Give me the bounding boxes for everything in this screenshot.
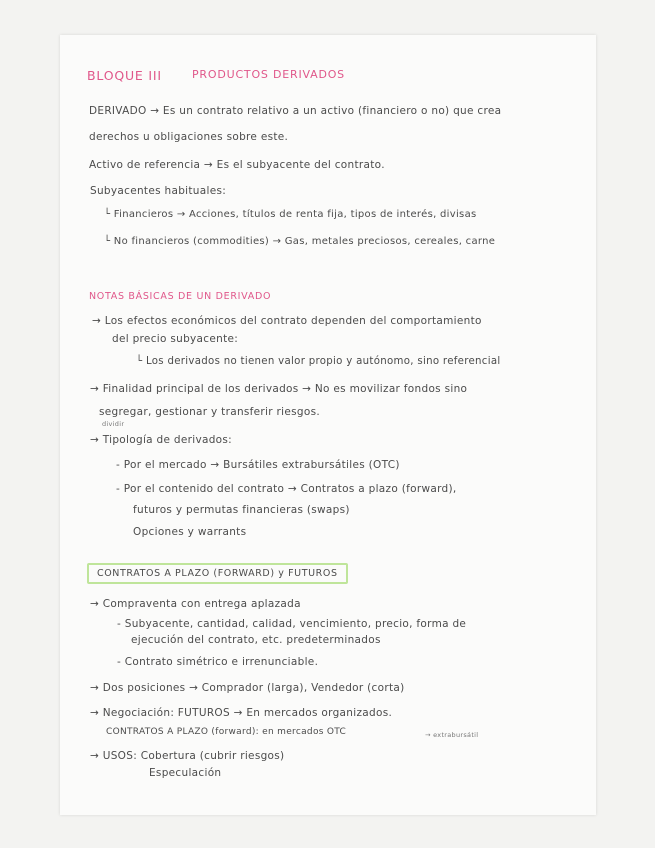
forwards-line-5: → Dos posiciones → Comprador (larga), Vendedor (corta) — [90, 682, 405, 694]
notes-line-7: - Por el mercado → Bursátiles extrabursátiles (OTC) — [116, 459, 400, 471]
reference-asset-line: Activo de referencia → Es el subyacente del contrato. — [89, 159, 385, 171]
block-title: PRODUCTOS DERIVADOS — [192, 68, 345, 81]
notes-line-8: - Por el contenido del contrato → Contratos a plazo (forward), — [116, 483, 457, 495]
notes-line-1: → Los efectos económicos del contrato dependen del comportamiento — [92, 315, 482, 327]
definition-line-1: DERIVADO → Es un contrato relativo a un activo (financiero o no) que crea — [89, 105, 502, 117]
forwards-annotation-otc: → extrabursátil — [425, 731, 479, 739]
definition-line-2: derechos u obligaciones sobre este. — [89, 131, 289, 143]
notes-line-3: └ Los derivados no tienen valor propio y autónomo, sino referencial — [136, 356, 501, 367]
forwards-line-6: → Negociación: FUTUROS → En mercados organizados. — [90, 707, 393, 719]
forwards-line-7: CONTRATOS A PLAZO (forward): en mercados OTC — [106, 727, 347, 737]
forwards-line-4: - Contrato simétrico e irrenunciable. — [117, 656, 319, 668]
section-notes-title: NOTAS BÁSICAS DE UN DERIVADO — [89, 291, 272, 302]
notebook-page — [60, 35, 596, 815]
forwards-line-9: Especulación — [149, 767, 222, 779]
notes-line-2: del precio subyacente: — [112, 333, 239, 345]
notes-line-5: segregar, gestionar y transferir riesgos. — [99, 406, 320, 418]
forwards-line-3: ejecución del contrato, etc. predeterminados — [131, 634, 381, 646]
underlyings-heading: Subyacentes habituales: — [90, 185, 227, 197]
forwards-line-8: → USOS: Cobertura (cubrir riesgos) — [90, 750, 285, 762]
notes-line-6: → Tipología de derivados: — [90, 434, 232, 446]
forwards-line-1: → Compraventa con entrega aplazada — [90, 598, 301, 610]
notes-line-10: Opciones y warrants — [133, 526, 247, 538]
notes-line-9: futuros y permutas financieras (swaps) — [133, 504, 350, 516]
financial-underlyings: └ Financieros → Acciones, títulos de renta fija, tipos de interés, divisas — [104, 209, 477, 220]
forwards-line-2: - Subyacente, cantidad, calidad, vencimiento, precio, forma de — [117, 618, 467, 630]
notes-line-4: → Finalidad principal de los derivados → No es movilizar fondos sino — [90, 383, 468, 395]
nonfinancial-underlyings: └ No financieros (commodities) → Gas, metales preciosos, cereales, carne — [104, 236, 496, 247]
block-number: BLOQUE III — [87, 68, 162, 83]
notes-annotation-dividir: dividir — [102, 420, 125, 428]
section-forwards-title: CONTRATOS A PLAZO (FORWARD) y FUTUROS — [87, 563, 348, 584]
